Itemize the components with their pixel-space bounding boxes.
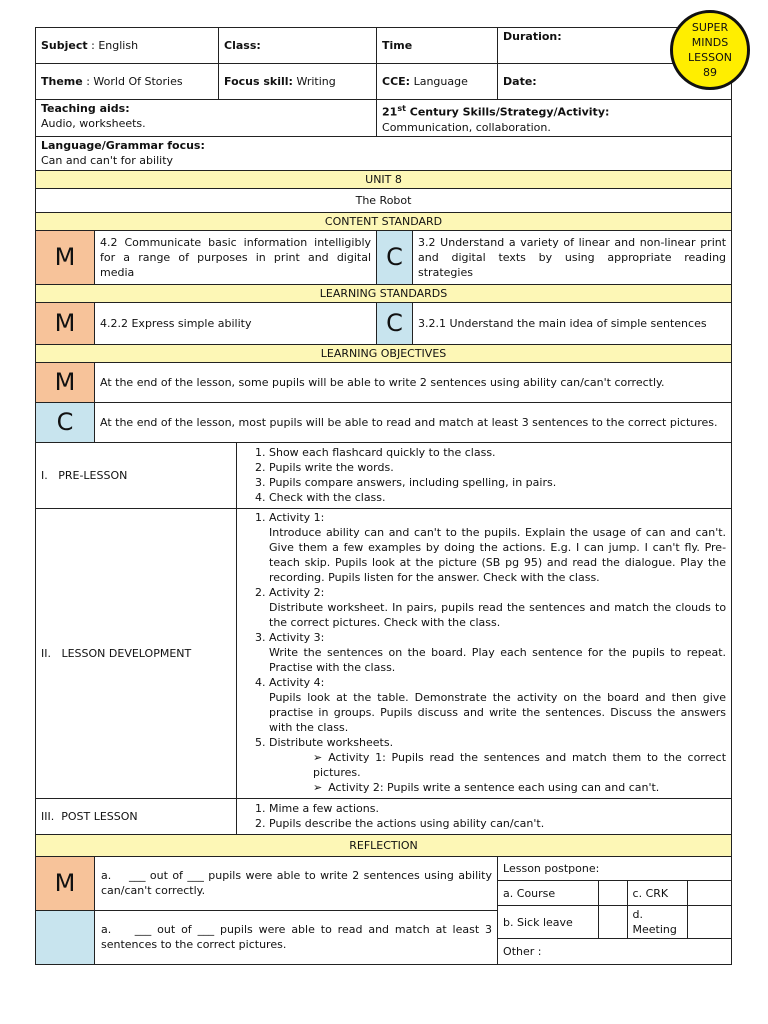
pre-lesson-step: 2. Pupils write the words. (269, 460, 726, 475)
pre-lesson-step: 1. Show each flashcard quickly to the class. (269, 445, 726, 460)
badge-line: LESSON (688, 51, 732, 64)
development-sub-step: ➢ Activity 2: Pupils write a sentence each using can and can't. (313, 780, 726, 795)
pre-lesson-step: 3. Pupils compare answers, including spelling, in pairs. (269, 475, 726, 490)
development-step: 1. Activity 1: Introduce ability can and can't to the pupils. Explain the usage of can and can't. Give them a few examples by doing the actions. E.g. I can jump. I can't fly. Pre-teach skip. Pupils look at the picture (SB pg 95) and read the dialogue. Play the recording. Pupils listen for the answer. Check with the class. (269, 510, 726, 585)
postpone-sick: b. Sick leave (498, 906, 598, 939)
teaching-aids-cell (36, 100, 377, 137)
lesson-plan-table (35, 27, 732, 965)
content-standard-m-text: 4.2 Communicate basic information intelligibly for a range of purposes in print and digital media (95, 230, 377, 284)
objective-c-letter: C (36, 402, 95, 442)
subject-value: : English (91, 39, 139, 52)
content-standard-header: CONTENT STANDARD (36, 212, 732, 230)
postpone-crk-box[interactable] (687, 881, 731, 906)
learning-standards-header: LEARNING STANDARDS (36, 284, 732, 302)
postpone-crk: c. CRK (627, 881, 687, 906)
class-label: Class: (224, 39, 261, 52)
objective-m-text: At the end of the lesson, some pupils will be able to write 2 sentences using ability can/can't correctly. (95, 362, 732, 402)
development-step: 5. Distribute worksheets. ➢ Activity 1: Pupils read the sentences and match them to the correct pictures. ➢ Activity 2: Pupils write a sentence each using can and can't. (269, 735, 726, 795)
date-label: Date: (503, 75, 537, 88)
cce-label: CCE: (382, 75, 411, 88)
duration-label: Duration: (503, 30, 562, 43)
subject-cell (36, 28, 219, 64)
time-label: Time (382, 39, 413, 52)
pre-lesson-label: I. PRE-LESSON (36, 442, 237, 508)
learning-standard-m-letter: M (36, 302, 95, 344)
postpone-sick-box[interactable] (598, 906, 627, 939)
learning-standard-m-text: 4.2.2 Express simple ability (95, 302, 377, 344)
postpone-meeting-box[interactable] (687, 906, 731, 939)
content-standard-c-text: 3.2 Understand a variety of linear and non-linear print and digital texts by using appropriate reading strategies (413, 230, 732, 284)
reflection-c-letter (36, 910, 95, 964)
postpone-other: Other : (498, 939, 731, 964)
content-standard-c-letter: C (377, 230, 413, 284)
grammar-value: Can and can't for ability (41, 153, 174, 167)
reflection-header: REFLECTION (36, 834, 732, 856)
grammar-cell (36, 136, 732, 170)
learning-standard-c-text: 3.2.1 Understand the main idea of simple sentences (413, 302, 732, 344)
badge-line: 89 (703, 66, 717, 79)
post-lesson-label: III. POST LESSON (36, 798, 237, 834)
learning-objectives-header: LEARNING OBJECTIVES (36, 344, 732, 362)
focus-value: Writing (296, 75, 336, 88)
post-lesson-steps (237, 798, 732, 834)
postpone-label: Lesson postpone: (498, 857, 731, 881)
development-step: 4. Activity 4: Pupils look at the table. Demonstrate the activity on the board and then give practise in groups. Pupils discuss and write the sentences. Discuss the answers with the class. (269, 675, 726, 735)
grammar-label: Language/Grammar focus: (41, 138, 205, 152)
pre-lesson-step: 4. Check with the class. (269, 490, 726, 505)
reflection-m-letter: M (36, 856, 95, 910)
focus-cell (219, 64, 377, 100)
postpone-cell (498, 856, 732, 964)
reflection-m-text: a. ___ out of ___ pupils were able to write 2 sentences using ability can/can't correctly. (95, 856, 498, 910)
skills-cell (377, 100, 732, 137)
badge-line: MINDS (691, 36, 729, 49)
objective-m-letter: M (36, 362, 95, 402)
development-sub-step: ➢ Activity 1: Pupils read the sentences and match them to the correct pictures. (313, 750, 726, 780)
objective-c-text: At the end of the lesson, most pupils will be able to read and match at least 3 sentences to the correct pictures. (95, 402, 732, 442)
postpone-course-box[interactable] (598, 881, 627, 906)
subject-label: Subject (41, 39, 88, 52)
post-lesson-step: 2. Pupils describe the actions using ability can/can't. (269, 816, 726, 831)
development-steps (237, 508, 732, 798)
focus-label: Focus skill: (224, 75, 293, 88)
time-cell (377, 28, 498, 64)
development-step: 3. Activity 3: Write the sentences on the board. Play each sentence for the pupils to repeat. Practise with the class. (269, 630, 726, 675)
unit-title: UNIT 8 (36, 170, 732, 188)
reflection-c-text: a. ___ out of ___ pupils were able to read and match at least 3 sentences to the correct pictures. (95, 910, 498, 964)
development-step: 2. Activity 2: Distribute worksheet. In pairs, pupils read the sentences and match the clouds to the correct pictures. Check with the class. (269, 585, 726, 630)
theme-value: : World Of Stories (86, 75, 183, 88)
postpone-table (498, 857, 731, 964)
badge-line: SUPER (691, 21, 729, 34)
skills-value: Communication, collaboration. (382, 120, 551, 134)
teaching-aids-label: Teaching aids: (41, 102, 130, 115)
cce-value: Language (413, 75, 468, 88)
development-label: II. LESSON DEVELOPMENT (36, 508, 237, 798)
theme-cell (36, 64, 219, 100)
class-cell (219, 28, 377, 64)
post-lesson-step: 1. Mime a few actions. (269, 801, 726, 816)
unit-name: The Robot (36, 188, 732, 212)
pre-lesson-steps (237, 442, 732, 508)
postpone-course: a. Course (498, 881, 598, 906)
learning-standard-c-letter: C (377, 302, 413, 344)
cce-cell (377, 64, 498, 100)
teaching-aids-value: Audio, worksheets. (41, 117, 146, 130)
skills-label: 21st Century Skills/Strategy/Activity: (382, 104, 610, 119)
content-standard-m-letter: M (36, 230, 95, 284)
lesson-badge (670, 10, 750, 90)
postpone-meeting: d. Meeting (627, 906, 687, 939)
theme-label: Theme (41, 75, 83, 88)
lesson-plan-sheet (35, 27, 731, 965)
